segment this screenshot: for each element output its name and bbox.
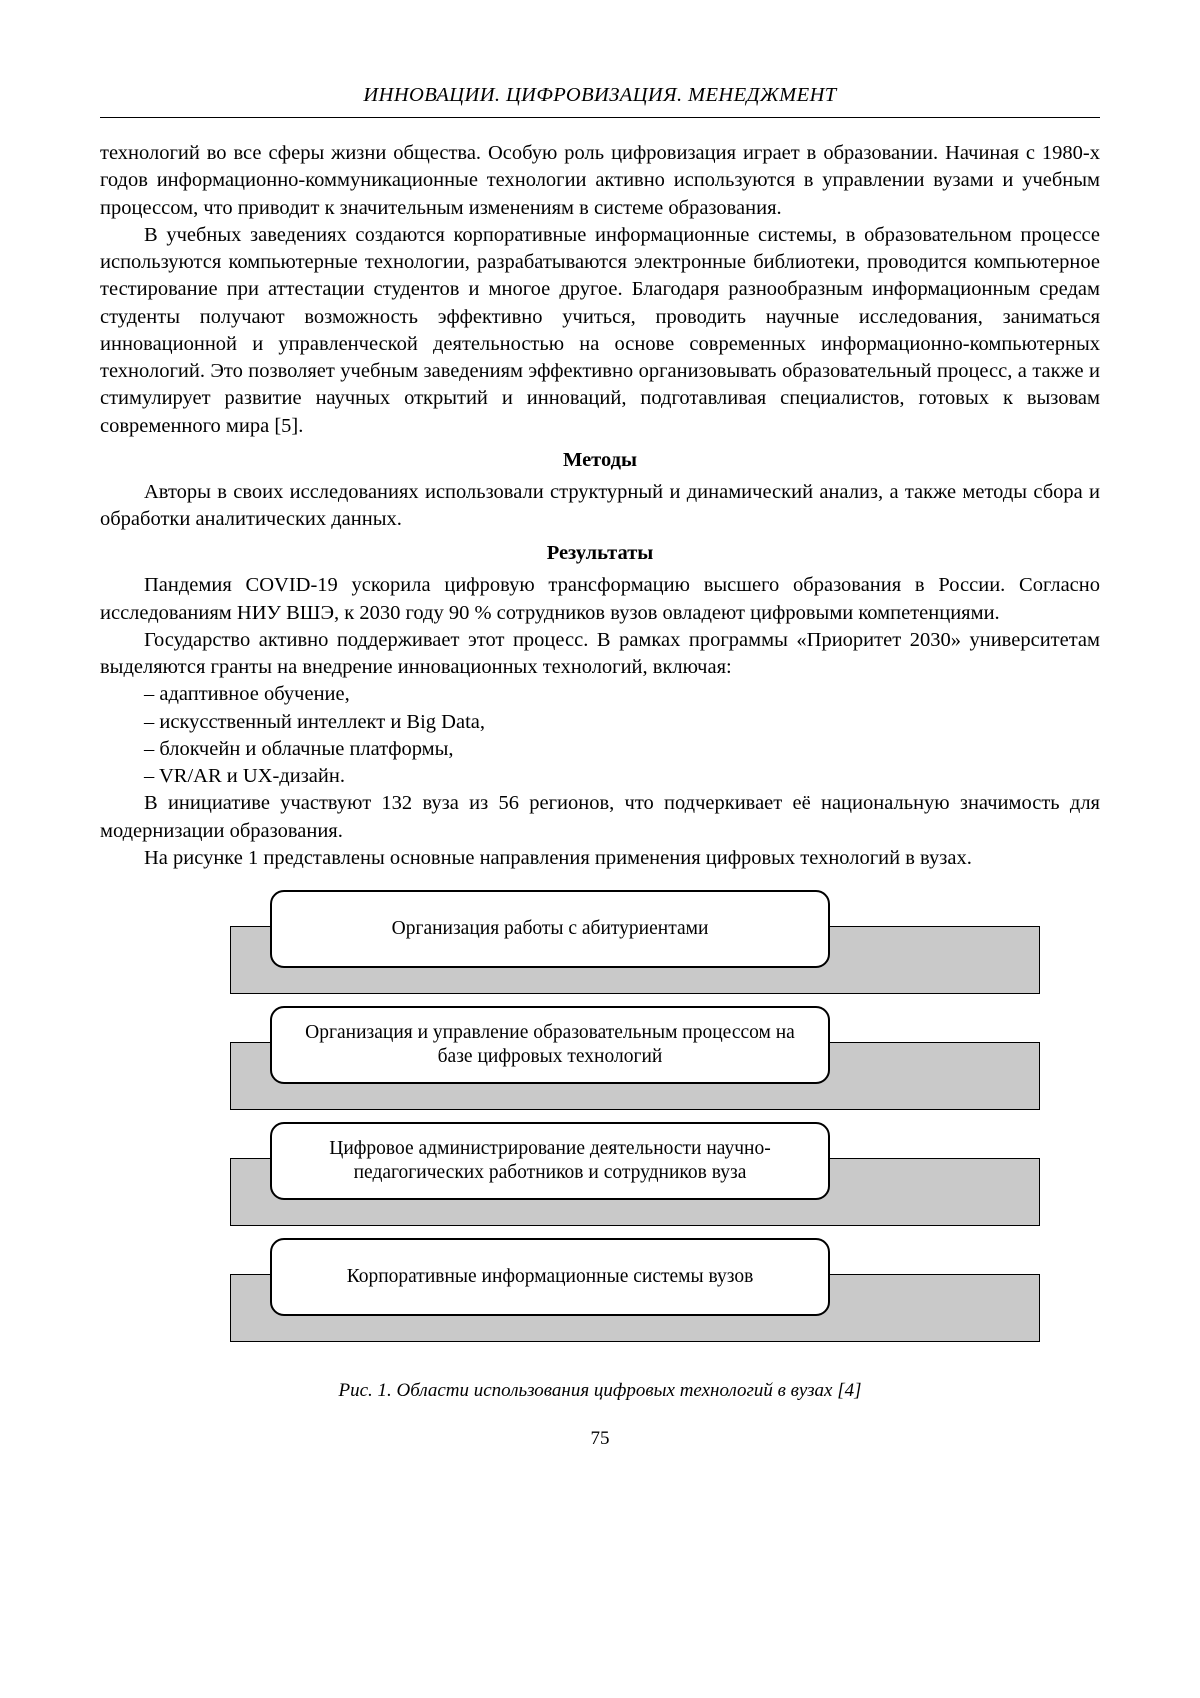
paragraph-corporate-systems: В учебных заведениях создаются корпоративные информационные системы, в образовательном процессе используются компьютерные технологии, разрабатываются электронные библиотеки, проводится компьютерное тестирование при аттестации студентов и многое другое. Благодаря разнообразным информационным средам студенты получают возможность эффективно учиться, проводить научные исследования, заниматься инновационной и управленческой деятельностью на основе современных информационно-компьютерных технологий. Это позволяет учебным заведениям эффективно организовывать образовательный процесс, а также и стимулирует развитие научных открытий и инноваций, подготавливая специалистов, готовых к вызовам современного мира [5]. <box>100 223 1100 437</box>
diagram-block-applicants: Организация работы с абитуриентами <box>270 890 830 968</box>
heading-methods: Методы <box>562 448 637 471</box>
list-item: – VR/AR и UX-дизайн. <box>144 765 345 787</box>
figure-1 <box>100 890 1100 1402</box>
diagram-block-education-process: Организация и управление образовательным процессом на базе цифровых технологий <box>270 1006 830 1084</box>
running-head: ИННОВАЦИИ. ЦИФРОВИЗАЦИЯ. МЕНЕДЖМЕНТ <box>100 84 1100 118</box>
page-number: 75 <box>590 1428 610 1449</box>
technology-list <box>100 681 1100 790</box>
figure-diagram <box>160 890 1040 1346</box>
paragraph-figure-reference: На рисунке 1 представлены основные направления применения цифровых технологий в вузах. <box>144 846 972 869</box>
heading-results: Результаты <box>546 542 654 565</box>
list-item: – искусственный интеллект и Big Data, <box>144 710 485 733</box>
diagram-block-corporate-systems: Корпоративные информационные системы вузов <box>270 1238 830 1316</box>
diagram-row <box>160 890 1040 998</box>
list-item: – блокчейн и облачные платформы, <box>144 737 454 760</box>
figure-caption: Рис. 1. Области использования цифровых технологий в вузах [4] <box>338 1380 862 1401</box>
paragraph-methods: Авторы в своих исследованиях использовали структурный и динамический анализ, а также методы сбора и обработки аналитических данных. <box>100 480 1100 530</box>
paragraph-covid: Пандемия COVID-19 ускорила цифровую трансформацию высшего образования в России. Согласно исследованиям НИУ ВШЭ, к 2030 году 90 % сотрудников вузов овладеют цифровыми компетенциями. <box>100 574 1100 624</box>
diagram-block-digital-administration: Цифровое администрирование деятельности научно-педагогических работников и сотрудников вуза <box>270 1122 830 1200</box>
paragraph-intro: технологий во все сферы жизни общества. Особую роль цифровизация играет в образовании. Начиная с 1980-х годов информационно-коммуникационные технологии активно используются в управлении вузами и учебным процессом, что приводит к значительным изменениям в системе образования. <box>100 142 1100 219</box>
list-item: – адаптивное обучение, <box>144 683 350 706</box>
diagram-row <box>160 1006 1040 1114</box>
paragraph-priority-2030: Государство активно поддерживает этот процесс. В рамках программы «Приоритет 2030» университетам выделяются гранты на внедрение инновационных технологий, включая: <box>100 628 1100 678</box>
diagram-row <box>160 1238 1040 1346</box>
diagram-row <box>160 1122 1040 1230</box>
paragraph-initiative: В инициативе участвуют 132 вуза из 56 регионов, что подчеркивает её национальную значимость для модернизации образования. <box>100 792 1100 842</box>
